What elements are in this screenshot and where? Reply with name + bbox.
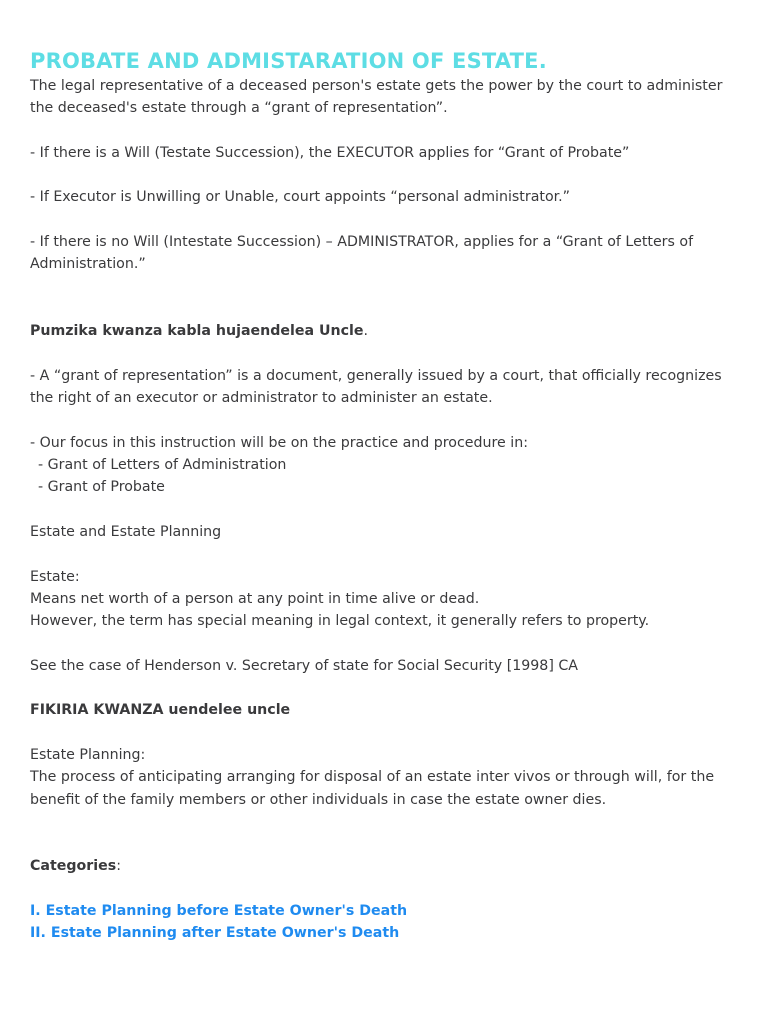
categories-suffix: : xyxy=(116,858,122,875)
think-note: FIKIRIA KWANZA uendelee uncle xyxy=(30,702,291,719)
categories-heading xyxy=(30,855,738,877)
estate-planning-definition: The process of anticipating arranging for disposal of an estate inter vivos or through will, for the benefit of the family members or other individuals in case the estate owner dies. xyxy=(30,769,715,808)
document-title: PROBATE AND ADMISTARATION OF ESTATE. xyxy=(30,49,547,73)
point-unwilling-executor: - If Executor is Unwilling or Unable, court appoints “personal administrator.” xyxy=(30,189,571,206)
point-intestate: - If there is no Will (Intestate Succession) – ADMINISTRATOR, applies for a “Grant of Letters of Administration.” xyxy=(30,234,694,273)
estate-legal-meaning: However, the term has special meaning in legal context, it generally refers to property. xyxy=(30,613,650,630)
focus-item-letters: - Grant of Letters of Administration xyxy=(38,457,287,474)
focus-item-probate: - Grant of Probate xyxy=(38,479,165,496)
point-testate: - If there is a Will (Testate Succession), the EXECUTOR applies for “Grant of Probate” xyxy=(30,144,630,161)
estate-label: Estate: xyxy=(30,568,80,585)
estate-definition: Means net worth of a person at any point in time alive or dead. xyxy=(30,590,480,607)
grant-definition: - A “grant of representation” is a document, generally issued by a court, that officially recognizes the right of an executor or administrator to administer an estate. xyxy=(30,367,722,407)
categories-label: Categories xyxy=(30,858,117,875)
case-reference: See the case of Henderson v. Secretary of state for Social Security [1998] CA xyxy=(30,657,578,674)
focus-intro: - Our focus in this instruction will be on the practice and procedure in: xyxy=(30,434,528,451)
category-link-before-death[interactable]: I. Estate Planning before Estate Owner's Death xyxy=(30,902,408,919)
pause-note-bold: Pumzika kwanza kabla hujaendelea Uncle xyxy=(30,323,364,340)
estate-planning-label: Estate Planning: xyxy=(30,746,146,763)
pause-note-rest: . xyxy=(363,323,369,340)
category-link-after-death[interactable]: II. Estate Planning after Estate Owner's Death xyxy=(30,925,400,942)
intro-paragraph: The legal representative of a deceased person's estate gets the power by the court to administer the deceased's estate through a “grant of representation”. xyxy=(30,78,723,117)
pause-note xyxy=(30,320,738,342)
section-heading: Estate and Estate Planning xyxy=(30,523,222,540)
